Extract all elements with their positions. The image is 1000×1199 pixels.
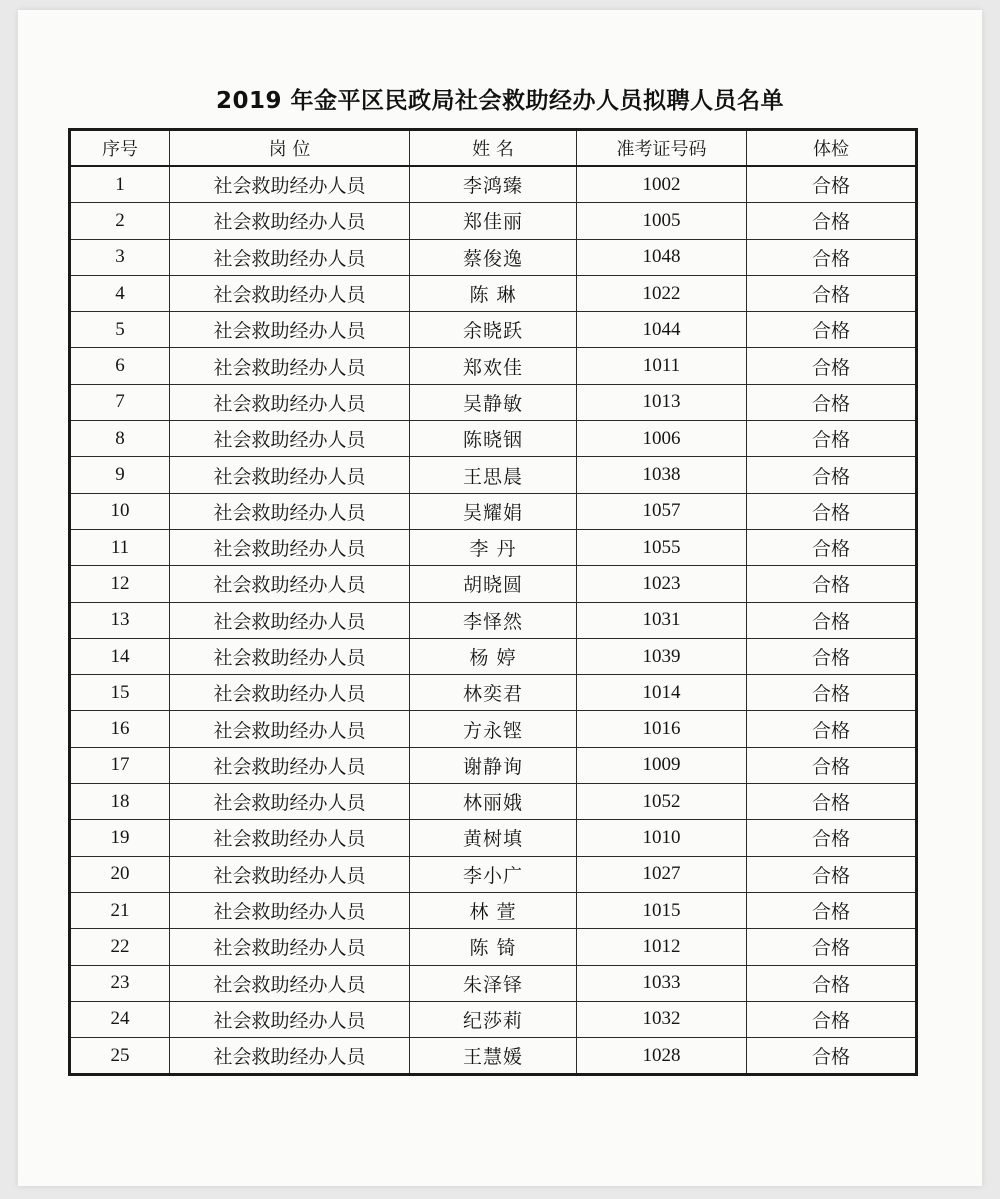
cell-exam-no: 1013	[577, 384, 747, 420]
table-row	[70, 312, 917, 348]
cell-exam-no: 1010	[577, 820, 747, 856]
header-exam-no: 准考证号码	[577, 130, 747, 167]
table-row	[70, 929, 917, 965]
table-row	[70, 820, 917, 856]
cell-name: 李怿然	[410, 602, 577, 638]
cell-position: 社会救助经办人员	[170, 602, 410, 638]
cell-exam-no: 1052	[577, 784, 747, 820]
cell-name: 陈晓铟	[410, 421, 577, 457]
cell-position: 社会救助经办人员	[170, 638, 410, 674]
cell-medical: 合格	[747, 384, 917, 420]
cell-seq: 7	[70, 384, 170, 420]
cell-medical: 合格	[747, 892, 917, 928]
cell-position: 社会救助经办人员	[170, 348, 410, 384]
cell-name: 黄树填	[410, 820, 577, 856]
cell-name: 吴静敏	[410, 384, 577, 420]
document-page	[18, 10, 982, 1186]
cell-exam-no: 1016	[577, 711, 747, 747]
roster-table	[68, 128, 918, 1076]
cell-medical: 合格	[747, 239, 917, 275]
cell-medical: 合格	[747, 166, 917, 203]
cell-seq: 1	[70, 166, 170, 203]
cell-exam-no: 1015	[577, 892, 747, 928]
cell-position: 社会救助经办人员	[170, 566, 410, 602]
table-row	[70, 1001, 917, 1037]
cell-name: 林奕君	[410, 675, 577, 711]
table-row	[70, 203, 917, 239]
cell-name: 谢静询	[410, 747, 577, 783]
cell-medical: 合格	[747, 529, 917, 565]
cell-seq: 11	[70, 529, 170, 565]
cell-position: 社会救助经办人员	[170, 384, 410, 420]
cell-position: 社会救助经办人员	[170, 675, 410, 711]
table-row	[70, 1038, 917, 1075]
cell-exam-no: 1038	[577, 457, 747, 493]
cell-medical: 合格	[747, 602, 917, 638]
cell-exam-no: 1028	[577, 1038, 747, 1075]
cell-position: 社会救助经办人员	[170, 239, 410, 275]
table-row	[70, 711, 917, 747]
cell-medical: 合格	[747, 312, 917, 348]
cell-position: 社会救助经办人员	[170, 421, 410, 457]
cell-seq: 8	[70, 421, 170, 457]
cell-exam-no: 1009	[577, 747, 747, 783]
cell-exam-no: 1032	[577, 1001, 747, 1037]
header-position: 岗 位	[170, 130, 410, 167]
cell-medical: 合格	[747, 747, 917, 783]
table-row	[70, 384, 917, 420]
cell-medical: 合格	[747, 929, 917, 965]
cell-position: 社会救助经办人员	[170, 203, 410, 239]
cell-position: 社会救助经办人员	[170, 493, 410, 529]
cell-position: 社会救助经办人员	[170, 1038, 410, 1075]
cell-name: 吴耀娟	[410, 493, 577, 529]
cell-seq: 5	[70, 312, 170, 348]
cell-position: 社会救助经办人员	[170, 711, 410, 747]
cell-exam-no: 1002	[577, 166, 747, 203]
cell-position: 社会救助经办人员	[170, 166, 410, 203]
cell-position: 社会救助经办人员	[170, 529, 410, 565]
cell-position: 社会救助经办人员	[170, 856, 410, 892]
cell-seq: 3	[70, 239, 170, 275]
table-row	[70, 166, 917, 203]
cell-position: 社会救助经办人员	[170, 820, 410, 856]
cell-seq: 25	[70, 1038, 170, 1075]
cell-position: 社会救助经办人员	[170, 929, 410, 965]
table-row	[70, 529, 917, 565]
cell-seq: 21	[70, 892, 170, 928]
cell-name: 郑欢佳	[410, 348, 577, 384]
cell-name: 杨 婷	[410, 638, 577, 674]
cell-seq: 23	[70, 965, 170, 1001]
cell-medical: 合格	[747, 1038, 917, 1075]
table-row	[70, 275, 917, 311]
cell-name: 蔡俊逸	[410, 239, 577, 275]
table-row	[70, 892, 917, 928]
cell-medical: 合格	[747, 566, 917, 602]
cell-seq: 4	[70, 275, 170, 311]
cell-name: 余晓跃	[410, 312, 577, 348]
cell-name: 郑佳丽	[410, 203, 577, 239]
table-row	[70, 348, 917, 384]
table-row	[70, 493, 917, 529]
cell-position: 社会救助经办人员	[170, 747, 410, 783]
table-header-row	[70, 130, 917, 167]
cell-seq: 18	[70, 784, 170, 820]
table-row	[70, 965, 917, 1001]
table-row	[70, 421, 917, 457]
cell-name: 陈 锜	[410, 929, 577, 965]
cell-seq: 15	[70, 675, 170, 711]
cell-name: 李小广	[410, 856, 577, 892]
cell-medical: 合格	[747, 965, 917, 1001]
cell-medical: 合格	[747, 203, 917, 239]
cell-medical: 合格	[747, 1001, 917, 1037]
cell-name: 朱泽铎	[410, 965, 577, 1001]
cell-name: 王慧媛	[410, 1038, 577, 1075]
page-title: 2019 年金平区民政局社会救助经办人员拟聘人员名单	[215, 88, 785, 114]
cell-exam-no: 1031	[577, 602, 747, 638]
cell-seq: 22	[70, 929, 170, 965]
cell-seq: 17	[70, 747, 170, 783]
cell-exam-no: 1005	[577, 203, 747, 239]
cell-exam-no: 1012	[577, 929, 747, 965]
cell-position: 社会救助经办人员	[170, 275, 410, 311]
header-medical: 体检	[747, 130, 917, 167]
cell-seq: 19	[70, 820, 170, 856]
table-row	[70, 747, 917, 783]
cell-position: 社会救助经办人员	[170, 1001, 410, 1037]
header-name: 姓 名	[410, 130, 577, 167]
cell-seq: 13	[70, 602, 170, 638]
cell-position: 社会救助经办人员	[170, 892, 410, 928]
cell-seq: 20	[70, 856, 170, 892]
cell-seq: 10	[70, 493, 170, 529]
cell-name: 纪莎莉	[410, 1001, 577, 1037]
cell-medical: 合格	[747, 493, 917, 529]
cell-medical: 合格	[747, 711, 917, 747]
cell-seq: 14	[70, 638, 170, 674]
cell-exam-no: 1048	[577, 239, 747, 275]
cell-exam-no: 1055	[577, 529, 747, 565]
cell-medical: 合格	[747, 675, 917, 711]
cell-position: 社会救助经办人员	[170, 784, 410, 820]
table-row	[70, 239, 917, 275]
cell-exam-no: 1014	[577, 675, 747, 711]
cell-medical: 合格	[747, 784, 917, 820]
table-row	[70, 675, 917, 711]
cell-exam-no: 1011	[577, 348, 747, 384]
cell-medical: 合格	[747, 275, 917, 311]
table-row	[70, 784, 917, 820]
cell-medical: 合格	[747, 348, 917, 384]
cell-position: 社会救助经办人员	[170, 965, 410, 1001]
header-seq: 序号	[70, 130, 170, 167]
cell-seq: 9	[70, 457, 170, 493]
cell-position: 社会救助经办人员	[170, 312, 410, 348]
cell-medical: 合格	[747, 856, 917, 892]
cell-medical: 合格	[747, 457, 917, 493]
cell-exam-no: 1039	[577, 638, 747, 674]
table-row	[70, 638, 917, 674]
cell-exam-no: 1057	[577, 493, 747, 529]
cell-exam-no: 1006	[577, 421, 747, 457]
table-row	[70, 457, 917, 493]
cell-exam-no: 1033	[577, 965, 747, 1001]
cell-seq: 24	[70, 1001, 170, 1037]
cell-seq: 2	[70, 203, 170, 239]
cell-exam-no: 1022	[577, 275, 747, 311]
cell-exam-no: 1027	[577, 856, 747, 892]
cell-name: 李鸿臻	[410, 166, 577, 203]
cell-name: 胡晓圆	[410, 566, 577, 602]
cell-seq: 12	[70, 566, 170, 602]
cell-name: 王思晨	[410, 457, 577, 493]
cell-name: 林丽娥	[410, 784, 577, 820]
table-row	[70, 566, 917, 602]
cell-seq: 6	[70, 348, 170, 384]
cell-position: 社会救助经办人员	[170, 457, 410, 493]
cell-name: 林 萱	[410, 892, 577, 928]
cell-exam-no: 1044	[577, 312, 747, 348]
cell-exam-no: 1023	[577, 566, 747, 602]
cell-medical: 合格	[747, 820, 917, 856]
cell-seq: 16	[70, 711, 170, 747]
table-row	[70, 602, 917, 638]
cell-name: 李 丹	[410, 529, 577, 565]
cell-name: 陈 琳	[410, 275, 577, 311]
cell-medical: 合格	[747, 421, 917, 457]
table-row	[70, 856, 917, 892]
table-body	[70, 166, 917, 1075]
cell-name: 方永铿	[410, 711, 577, 747]
cell-medical: 合格	[747, 638, 917, 674]
